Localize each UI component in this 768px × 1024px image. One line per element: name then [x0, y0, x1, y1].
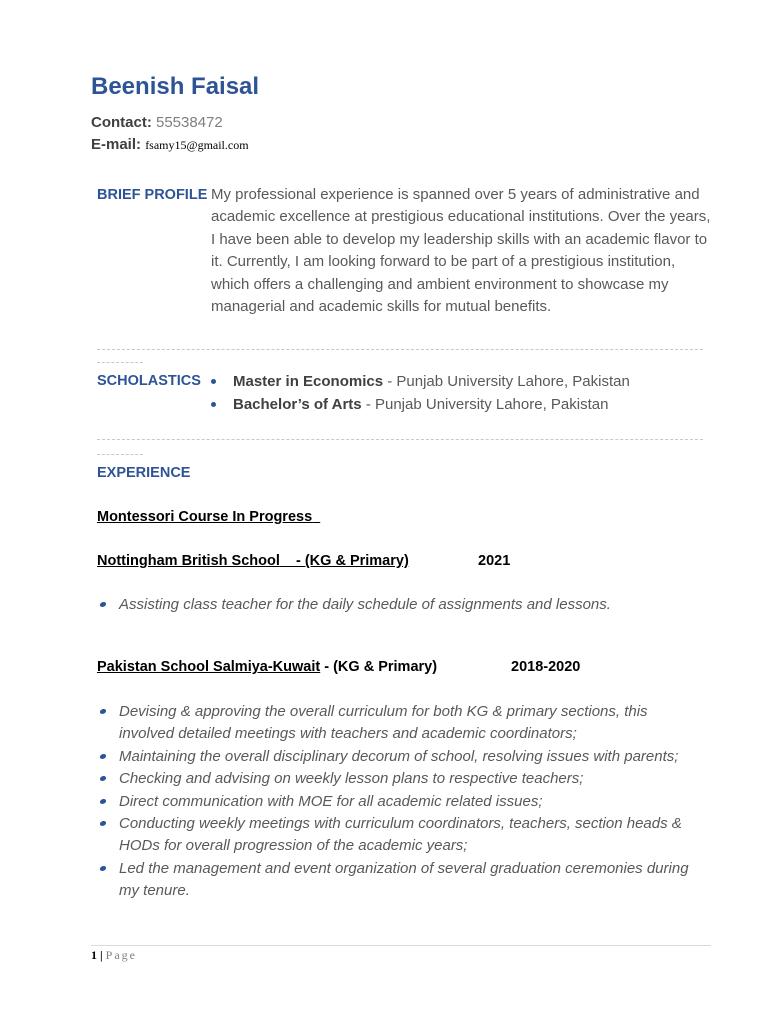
job-school: Nottingham British School [97, 553, 280, 569]
duty-text: Devising & approving the overall curriculum for both KG & primary sections, this involved detailed meetings with teachers and academic coordinators; [119, 703, 648, 743]
course-heading [97, 509, 320, 525]
degree-institution: - Punjab University Lahore, Pakistan [383, 373, 630, 390]
scholastics-label: SCHOLASTICS [97, 373, 201, 389]
section-divider-short [97, 454, 143, 455]
degree-name: Bachelor’s of Arts [233, 396, 362, 413]
job-level: - (KG & Primary) [295, 553, 409, 569]
experience-label: EXPERIENCE [97, 465, 191, 481]
duty-text: Conducting weekly meetings with curriculum coordinators, teachers, section heads & HODs for overall progression of the academic years; [119, 815, 682, 855]
page-label: Page [105, 948, 137, 962]
profile-label: BRIEF PROFILE [97, 187, 208, 203]
contact-line [91, 114, 223, 131]
bullet-icon [99, 602, 106, 607]
list-item [97, 768, 697, 790]
email-line [91, 136, 249, 153]
bullet-icon [99, 776, 106, 781]
duty-text: Checking and advising on weekly lesson plans to respective teachers; [119, 770, 584, 788]
email-value: fsamy15@gmail.com [145, 138, 249, 152]
list-item [211, 393, 630, 416]
list-item [97, 813, 697, 858]
duty-list [97, 701, 697, 903]
page-footer [91, 948, 137, 963]
bullet-icon [211, 379, 216, 384]
bullet-icon [211, 402, 216, 407]
profile-text: My professional experience is spanned over 5 years of administrative and academic excellence at prestigious educational institutions. Over the years, I have been able to develop my leadership skills with an academic flavor to it. Currently, I am looking forward to be part of a prestigious institution, which offers a challenging and ambient environment to showcase my managerial and academic skills for mutual benefits. [211, 186, 711, 316]
job-year: 2018-2020 [511, 659, 581, 675]
job-year: 2021 [478, 553, 511, 569]
candidate-name: Beenish Faisal [91, 73, 260, 100]
contact-label: Contact: [91, 114, 152, 131]
list-item [211, 370, 630, 393]
job-level: - (KG & Primary) [320, 659, 438, 675]
section-divider [97, 439, 703, 440]
bullet-icon [99, 821, 106, 826]
section-divider [97, 349, 703, 350]
duty-text: Led the management and event organization of several graduation ceremonies during my tenure. [119, 859, 689, 900]
contact-value: 55538472 [156, 114, 223, 131]
bullet-icon [99, 866, 106, 871]
email-label: E-mail: [91, 136, 142, 153]
job-heading [97, 659, 581, 675]
job-heading [97, 553, 511, 569]
bullet-icon [99, 799, 106, 804]
duty-text: Maintaining the overall disciplinary decorum of school, resolving issues with parents; [119, 747, 679, 765]
list-item [97, 791, 697, 813]
job-school: Pakistan School Salmiya-Kuwait [97, 659, 321, 675]
list-item [97, 858, 697, 903]
list-item [97, 746, 697, 768]
list-item [97, 594, 697, 616]
bullet-icon [99, 709, 106, 714]
footer-separator: | [100, 948, 103, 962]
duty-text: Assisting class teacher for the daily schedule of assignments and lessons. [119, 596, 611, 613]
degree-name: Master in Economics [233, 373, 384, 390]
bullet-icon [99, 754, 106, 759]
list-item [97, 701, 697, 746]
degree-institution: - Punjab University Lahore, Pakistan [361, 396, 609, 413]
footer-divider [91, 945, 711, 946]
scholastics-list [211, 370, 630, 416]
course-title: Montessori Course In Progress [97, 509, 313, 525]
duty-text: Direct communication with MOE for all academic related issues; [119, 792, 543, 810]
section-divider-short [97, 362, 143, 363]
duty-list [97, 594, 697, 616]
page-number: 1 [91, 948, 97, 962]
